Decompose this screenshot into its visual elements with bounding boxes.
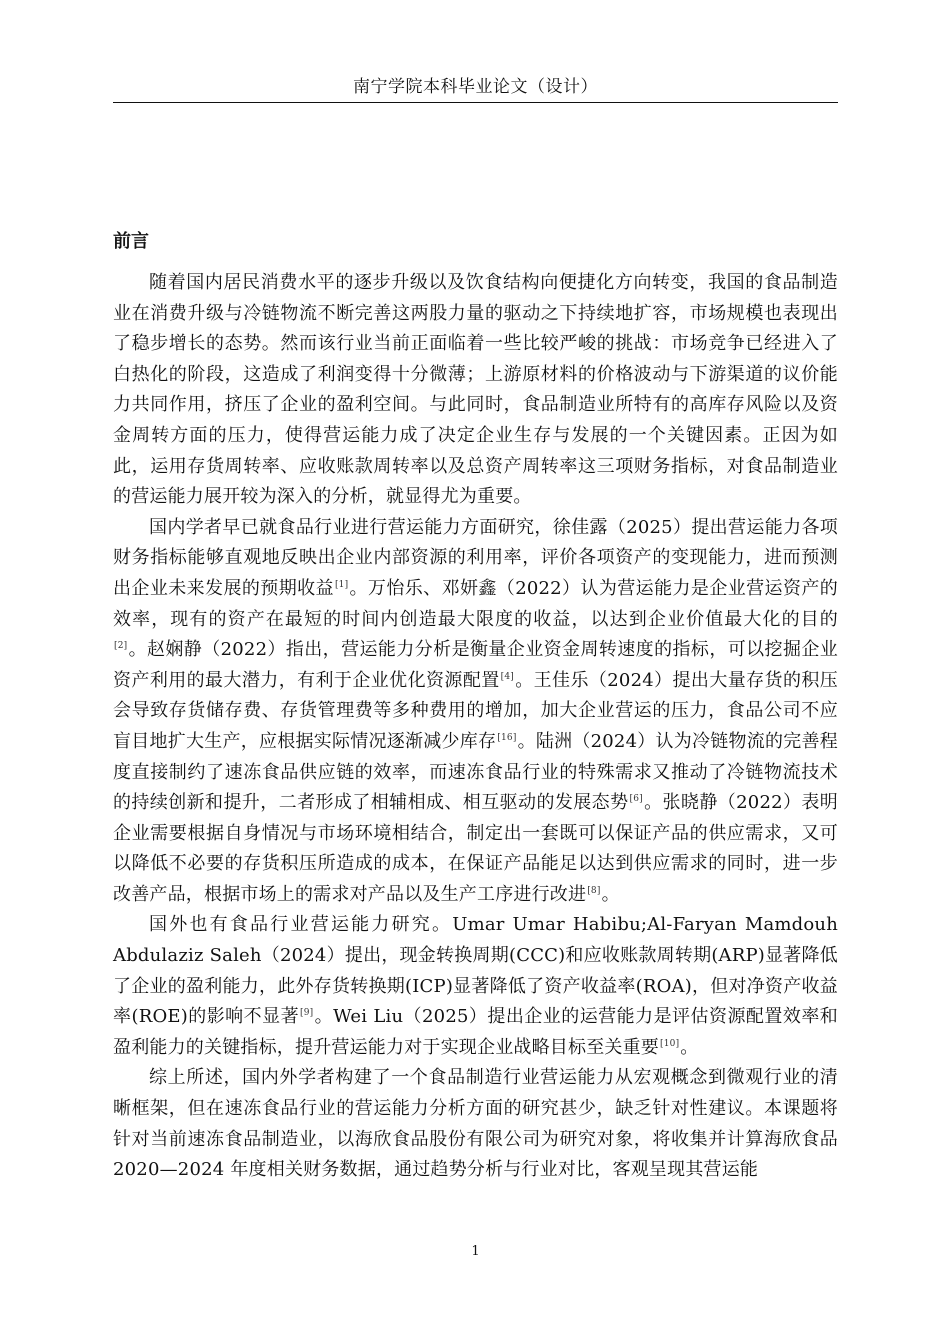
page-number: 1 <box>471 1244 480 1259</box>
citation-reference: [8] <box>587 885 601 896</box>
body-paragraph <box>113 268 838 513</box>
citation-reference: [10] <box>660 1038 680 1049</box>
citation-reference: [1] <box>334 579 349 590</box>
body-paragraph <box>113 513 838 911</box>
paragraph-text: 。王佳乐（2024）提出大量存货的积压会导致存货储存费、存货管理费等多种费用的增加，加大企业营运的压力，食品公司不应盲目地扩大生产，应根据实际情况逐渐减少库存 <box>113 669 838 752</box>
body-paragraph <box>113 910 838 1063</box>
section-heading: 前言 <box>113 231 149 252</box>
page-header-title: 南宁学院本科毕业论文（设计） <box>353 77 598 97</box>
header-rule <box>113 102 838 103</box>
citation-reference: [9] <box>300 1008 314 1019</box>
paragraph-text: 。 <box>680 1036 699 1058</box>
citation-reference: [16] <box>497 732 517 743</box>
paragraph-text: 国外也有食品行业营运能力研究。Umar Umar Habibu;Al-Faryan Mamdouh Abdulaziz Saleh（2024）提出，现金转换周期(CCC)和应收账款周转期(ARP)显著降低了企业的盈利能力，此外存货转换期(ICP)显著降低了资产收益率(ROA)，但对净资产收益率(ROE)的影响不显著 <box>113 914 838 1028</box>
paragraph-text: 。张晓静（2022）表明企业需要根据自身情况与市场环境相结合，制定出一套既可以保证产品的供应需求，又可以降低不必要的存货积压所造成的成本，在保证产品能足以达到供应需求的同时，进一步改善产品，根据市场上的需求对产品以及生产工序进行改进 <box>113 792 838 905</box>
paragraph-text: 随着国内居民消费水平的逐步升级以及饮食结构向便捷化方向转变，我国的食品制造业在消费升级与冷链物流不断完善这两股力量的驱动之下持续地扩容，市场规模也表现出了稳步增长的态势。然而该行业当前正面临着一些比较严峻的挑战：市场竞争已经进入了白热化的阶段，这造成了利润变得十分微薄；上游原材料的价格波动与下游渠道的议价能力共同作用，挤压了企业的盈利空间。与此同时，食品制造业所特有的高库存风险以及资金周转方面的压力，使得营运能力成了决定企业生存与发展的一个关键因素。正因为如此，运用存货周转率、应收账款周转率以及总资产周转率这三项财务指标，对食品制造业的营运能力展开较为深入的分析，就显得尤为重要。 <box>113 272 838 508</box>
paragraph-text: 。万怡乐、邓妍鑫（2022）认为营运能力是企业营运资产的效率，现有的资产在最短的时间内创造最大限度的收益，以达到企业价值最大化的目的 <box>113 577 838 630</box>
paragraph-text: 。陆洲（2024）认为冷链物流的完善程度直接制约了速冻食品供应链的效率，而速冻食品行业的特殊需求又推动了冷链物流技术的持续创新和提升，二者形成了相辅相成、相互驱动的发展态势 <box>113 730 838 814</box>
paragraph-text: 。Wei Liu（2025）提出企业的运营能力是评估资源配置效率和盈利能力的关键指标，提升营运能力对于实现企业战略目标至关重要 <box>113 1006 838 1058</box>
paragraph-text: 。赵娴静（2022）指出，营运能力分析是衡量企业资金周转速度的指标，可以挖掘企业资产利用的最大潜力，有利于企业优化资源配置 <box>113 639 838 691</box>
citation-reference: [4] <box>500 671 514 682</box>
body-text <box>113 268 838 1186</box>
paragraph-text: 。 <box>601 883 620 905</box>
citation-reference: [6] <box>629 794 643 805</box>
paragraph-text: 综上所述，国内外学者构建了一个食品制造行业营运能力从宏观概念到微观行业的清晰框架，但在速冻食品行业的营运能力分析方面的研究甚少，缺乏针对性建议。本课题将针对当前速冻食品制造业，以海欣食品股份有限公司为研究对象，将收集并计算海欣食品 2020—2024 年度相关财务数据，通过趋势分析与行业对比，客观呈现其营运能 <box>113 1067 838 1181</box>
paragraph-text: 国内学者早已就食品行业进行营运能力方面研究，徐佳露（2025）提出营运能力各项财务指标能够直观地反映出企业内部资源的利用率，评价各项资产的变现能力，进而预测出企业未来发展的预期收益 <box>113 516 838 599</box>
citation-reference: [2] <box>114 641 128 652</box>
body-paragraph <box>113 1063 838 1185</box>
